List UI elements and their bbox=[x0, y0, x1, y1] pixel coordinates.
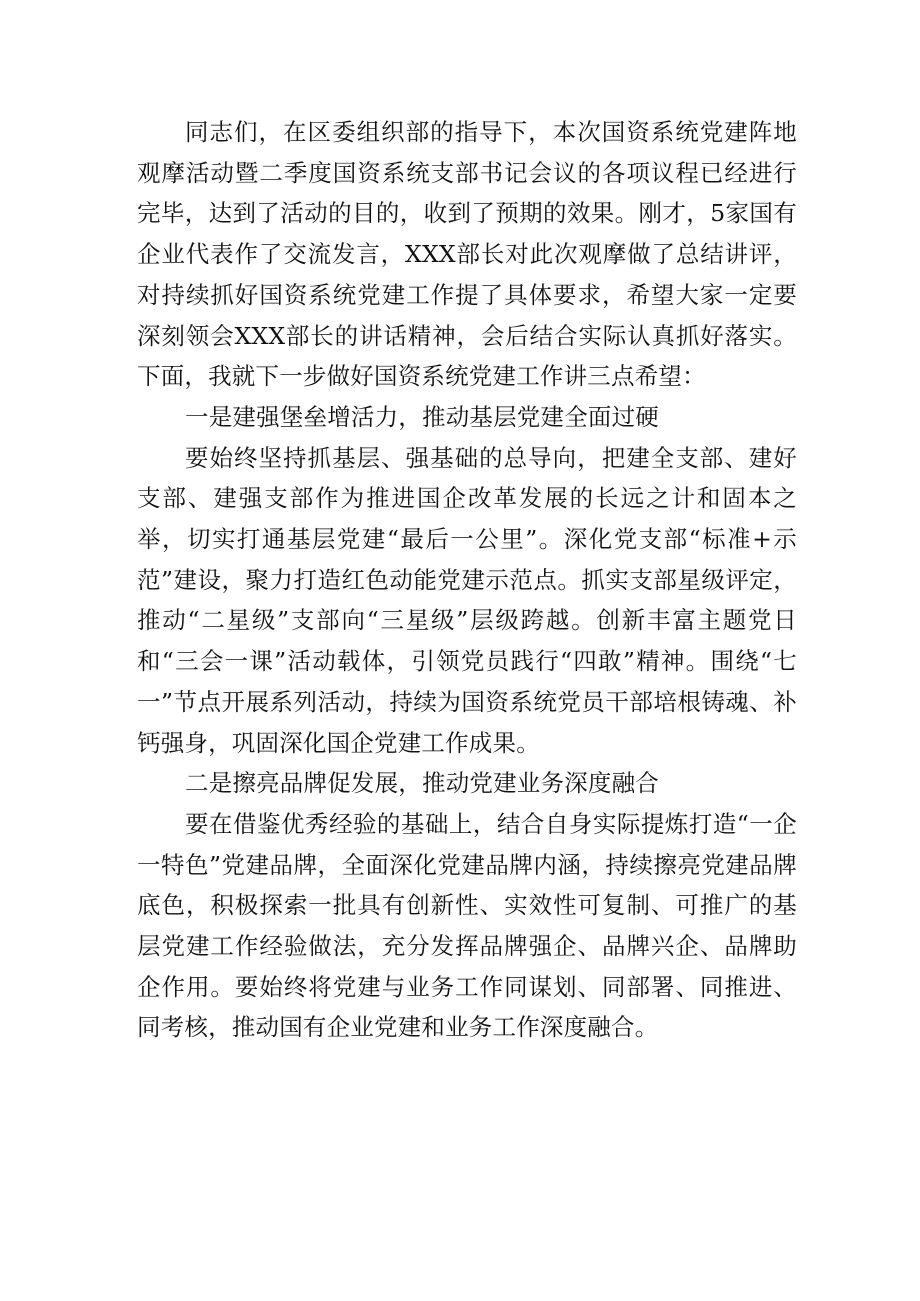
section-2-heading: 二是擦亮品牌促发展，推动党建业务深度融合 bbox=[185, 769, 659, 798]
section-1-heading: 一是建强堡垒增活力，推动基层党建全面过硬 bbox=[185, 402, 659, 431]
opening-paragraph: 同志们，在区委组织部的指导下，本次国资系统党建阵地观摩活动暨二季度国资系统支部书记会议的各项议程已经进行完毕，达到了活动的目的，收到了预期的效果。刚才，5家国有企业代表作了交流发言，XXX部长对此次观摩做了总结讲评，对持续抓好国资系统党建工作提了具体要求，希望大家一定要深刻领会XXX部长的讲话精神，会后结合实际认真抓好落实。下面，我就下一步做好国资系统党建工作讲三点希望： bbox=[137, 118, 797, 391]
section-2-paragraph: 要在借鉴优秀经验的基础上，结合自身实际提炼打造“一企一特色”党建品牌，全面深化党建品牌内涵，持续擦亮党建品牌底色，积极探索一批具有创新性、实效性可复制、可推广的基层党建工作经验做法，充分发挥品牌强企、品牌兴企、品牌助企作用。要始终将党建与业务工作同谋划、同部署、同推进、同考核，推动国有企业党建和业务工作深度融合。 bbox=[137, 809, 797, 1042]
document-body bbox=[137, 112, 797, 1048]
section-1-paragraph: 要始终坚持抓基层、强基础的总导向，把建全支部、建好支部、建强支部作为推进国企改革发展的长远之计和固本之举，切实打通基层党建“最后一公里”。深化党支部“标准+示范”建设，聚力打造红色动能党建示范点。抓实支部星级评定，推动“二星级”支部向“三星级”层级跨越。创新丰富主题党日和“三会一课”活动载体，引领党员践行“四敢”精神。围绕“七一”节点开展系列活动，持续为国资系统党员干部培根铸魂、补钙强身，巩固深化国企党建工作成果。 bbox=[137, 443, 797, 757]
